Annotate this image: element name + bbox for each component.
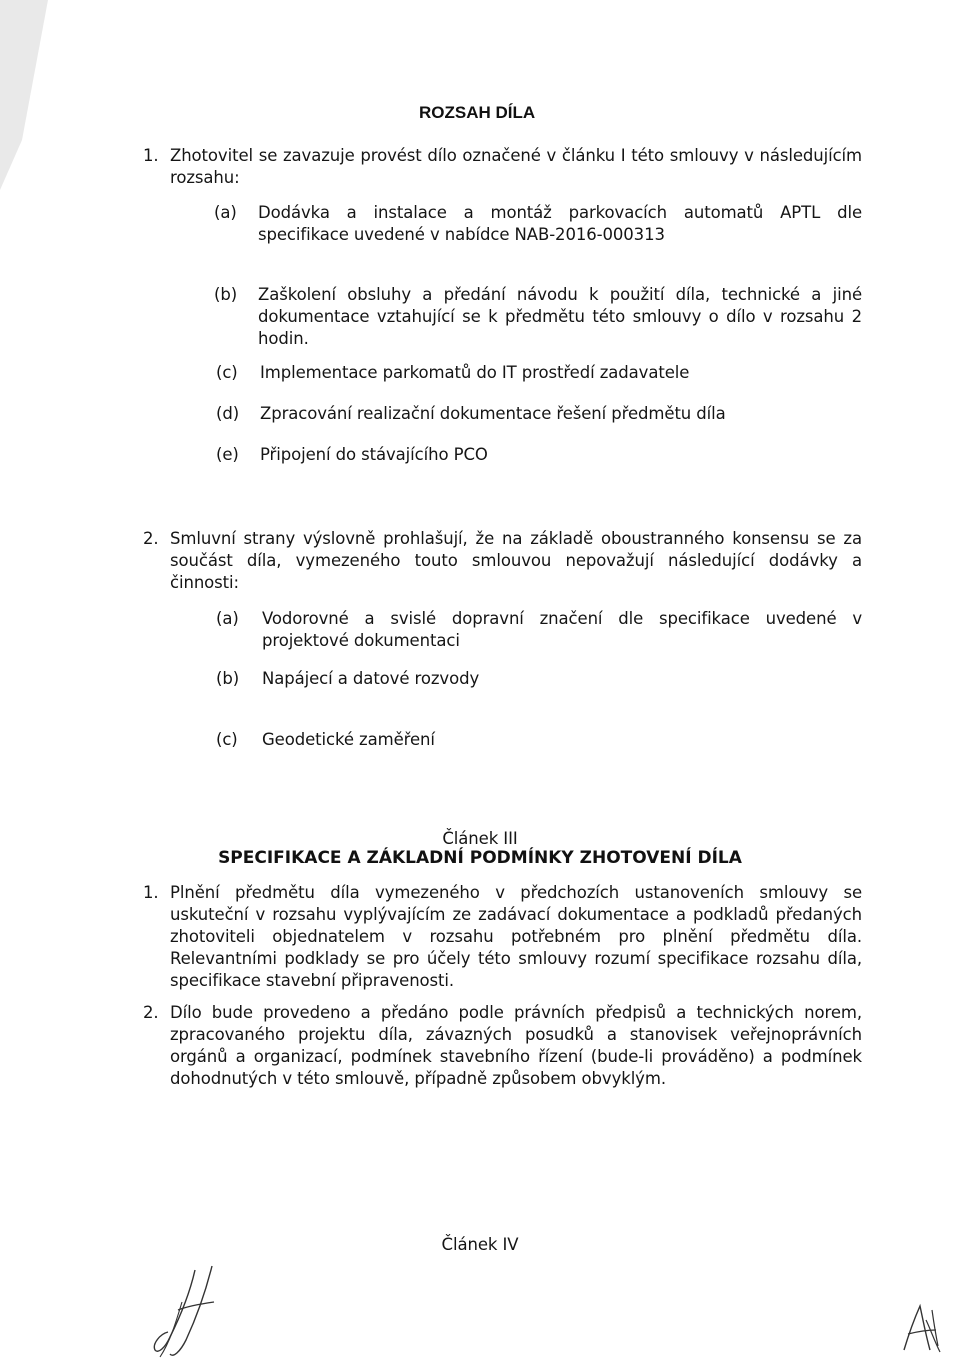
excluded-c-text: Geodetické zaměření bbox=[262, 730, 435, 749]
paragraph-1-text: Zhotovitel se zavazuje provést dílo označené v článku I této smlouvy v následujícím rozsahu: bbox=[170, 146, 862, 187]
item-b-label: (b) bbox=[214, 285, 238, 304]
excluded-a-text: Vodorovné a svislé dopravní značení dle specifikace uvedené v projektové dokumentaci bbox=[262, 609, 862, 650]
handwritten-initials-right bbox=[896, 1300, 946, 1360]
section-title: ROZSAH DÍLA bbox=[419, 103, 536, 122]
paragraph-2-number: 2. bbox=[143, 529, 159, 548]
paragraph-1-number: 1. bbox=[143, 146, 159, 165]
excluded-a-label: (a) bbox=[216, 609, 239, 628]
article-3-heading: Článek III bbox=[442, 829, 518, 848]
handwritten-initials-left bbox=[140, 1262, 230, 1362]
item-c-text: Implementace parkomatů do IT prostředí zadavatele bbox=[260, 363, 690, 382]
scan-edge-shadow bbox=[0, 0, 60, 200]
article-3-paragraph-1-text: Plnění předmětu díla vymezeného v předchozích ustanoveních smlouvy se uskuteční v rozsahu vyplývajícím ze zadávací dokumentace a podkladů předaných zhotoviteli objednatelem v rozsahu potřebném pro plnění předmětu díla. Relevantními podklady se pro účely této smlouvy rozumí specifikace rozsahu díla, specifikace stavební připravenosti. bbox=[170, 883, 862, 990]
item-e-label: (e) bbox=[216, 445, 239, 464]
item-b-text: Zaškolení obsluhy a předání návodu k použití díla, technické a jiné dokumentace vztahující se k předmětu této smlouvy o dílo v rozsahu 2 hodin. bbox=[258, 285, 862, 348]
article-3-paragraph-1-number: 1. bbox=[143, 883, 159, 902]
item-e-text: Připojení do stávajícího PCO bbox=[260, 445, 488, 464]
article-3-subtitle: SPECIFIKACE A ZÁKLADNÍ PODMÍNKY ZHOTOVENÍ DÍLA bbox=[218, 848, 742, 868]
article-3-paragraph-2-number: 2. bbox=[143, 1003, 159, 1022]
article-4-heading: Článek IV bbox=[441, 1235, 519, 1254]
excluded-b-text: Napájecí a datové rozvody bbox=[262, 669, 480, 688]
item-a-label: (a) bbox=[214, 203, 237, 222]
paragraph-2-text: Smluvní strany výslovně prohlašují, že na základě oboustranného konsensu se za součást díla, vymezeného touto smlouvou nepovažují následující dodávky a činnosti: bbox=[170, 529, 862, 592]
excluded-c-label: (c) bbox=[216, 730, 238, 749]
item-d-text: Zpracování realizační dokumentace řešení předmětu díla bbox=[260, 404, 726, 423]
item-d-label: (d) bbox=[216, 404, 240, 423]
item-a-text: Dodávka a instalace a montáž parkovacích automatů APTL dle specifikace uvedené v nabídce NAB-2016-000313 bbox=[258, 203, 862, 244]
article-3-paragraph-2-text: Dílo bude provedeno a předáno podle právních předpisů a technických norem, zpracovaného projektu díla, závazných posudků a stanovisek veřejnoprávních orgánů a organizací, podmínek stavebního řízení (bude-li prováděno) a podmínek dohodnutých v této smlouvě, případně způsobem obvyklým. bbox=[170, 1003, 862, 1088]
item-c-label: (c) bbox=[216, 363, 238, 382]
excluded-b-label: (b) bbox=[216, 669, 240, 688]
